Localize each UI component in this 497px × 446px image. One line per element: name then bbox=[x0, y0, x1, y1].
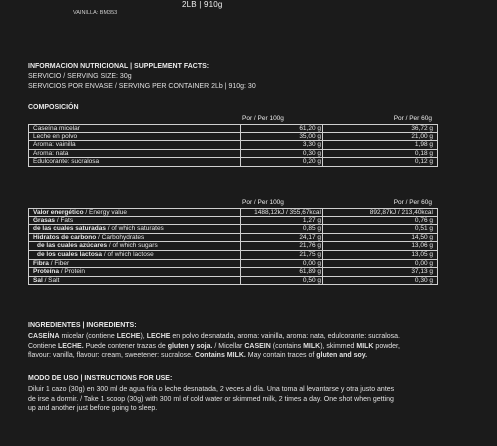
ingredients-title: INGREDIENTES | INGREDIENTS: bbox=[28, 322, 137, 329]
facts-col2-header: Por / Per 60g bbox=[393, 199, 432, 206]
row-value-60g: 0,76 g bbox=[414, 216, 433, 224]
row-label-es: Proteína bbox=[33, 268, 60, 276]
table-row bbox=[28, 242, 438, 251]
table-row bbox=[28, 251, 438, 260]
row-value-60g: 13,05 g bbox=[411, 250, 433, 258]
table-row bbox=[28, 268, 438, 277]
row-label-en: / of which lactose bbox=[102, 250, 154, 258]
ingredients-text: CASEÍNA micelar (contiene LECHE), LECHE en polvo desnatada, aroma: vainilla, aroma: nata, edulcorante: sucralosa. Contiene LECHE. Puede contener trazas de gluten y soja. / Micellar CASEIN (contains MILK), skimmed MILK powder, flavour: vanilla, flavour: cream, sweetener: sucralose. Contains MILK. May contain traces of gluten and soy. bbox=[28, 333, 401, 360]
facts-col1-header: Por / Per 100g bbox=[242, 199, 284, 206]
table-row bbox=[28, 234, 438, 243]
row-label-es: Valor energético bbox=[33, 209, 84, 216]
row-label-es: de las cuales saturadas bbox=[33, 225, 106, 233]
product-size-title: 2LB | 910g bbox=[182, 0, 223, 9]
usage-title: MODO DE USO | INSTRUCTIONS FOR USE: bbox=[28, 375, 173, 382]
usage-line: up and another just before going to sleep. bbox=[28, 405, 158, 413]
row-label-es: Grasas bbox=[33, 216, 56, 224]
table-row bbox=[28, 225, 438, 234]
row-label-en: / Fiber bbox=[48, 259, 70, 267]
row-value-100g: 0,20 g bbox=[302, 158, 321, 166]
nutrition-info-title: INFORMACION NUTRICIONAL | SUPPLEMENT FACTS: bbox=[28, 63, 210, 70]
table-row bbox=[28, 141, 438, 150]
row-label-es: Hidratos de carbono bbox=[33, 233, 97, 241]
row-value-60g: 21,00 g bbox=[411, 132, 433, 140]
row-value-60g: 0,12 g bbox=[414, 158, 433, 166]
row-value-60g: 0,51 g bbox=[414, 225, 433, 233]
row-value-100g: 24,17 g bbox=[299, 233, 321, 241]
row-value-100g: 0,50 g bbox=[302, 276, 321, 284]
row-value-60g: 37,13 g bbox=[411, 268, 433, 276]
row-value-100g: 1488,12kJ / 355,67kcal bbox=[254, 209, 321, 216]
row-value-100g: 35,00 g bbox=[299, 132, 321, 140]
row-label: Aroma: vainilla bbox=[33, 141, 76, 149]
row-value-100g: 61,20 g bbox=[299, 125, 321, 132]
row-value-60g: 0,00 g bbox=[414, 259, 433, 267]
row-label-es: de las cuales azúcares bbox=[37, 242, 108, 250]
row-value-60g: 14,50 g bbox=[411, 233, 433, 241]
row-label-en: / of which saturates bbox=[106, 225, 164, 233]
row-value-100g: 1,27 g bbox=[302, 216, 321, 224]
row-label-en: / of which sugars bbox=[107, 242, 158, 250]
usage-text bbox=[28, 385, 440, 414]
row-label-en: / Fats bbox=[55, 216, 74, 224]
composition-col1-header: Por / Per 100g bbox=[242, 115, 284, 122]
row-value-60g: 892,87kJ / 213,40kcal bbox=[369, 209, 433, 216]
table-row bbox=[28, 260, 438, 269]
row-value-100g: 61,89 g bbox=[299, 268, 321, 276]
composition-col2-header: Por / Per 60g bbox=[393, 115, 432, 122]
row-value-60g: 0,30 g bbox=[414, 276, 433, 284]
row-value-60g: 13,06 g bbox=[411, 242, 433, 250]
composition-table bbox=[28, 115, 438, 167]
row-value-100g: 0,00 g bbox=[302, 259, 321, 267]
row-label-en: / Energy value bbox=[83, 209, 127, 216]
row-label-es: Sal bbox=[33, 276, 43, 284]
table-row bbox=[28, 158, 438, 167]
row-value-100g: 21,75 g bbox=[299, 250, 321, 258]
serving-size: SERVICIO / SERVING SIZE: 30g bbox=[28, 73, 132, 80]
servings-per-container: SERVICIOS POR ENVASE / SERVING PER CONTAINER 2Lb | 910g: 30 bbox=[28, 83, 256, 90]
row-value-60g: 36,72 g bbox=[411, 125, 433, 132]
row-label: Edulcorante: sucralosa bbox=[33, 158, 100, 166]
usage-line: de irse a dormir. / Take 1 scoop (30g) with 300 ml of cold water or skimmed milk, 2 times a day. One shot when getting bbox=[28, 395, 394, 403]
row-value-60g: 1,98 g bbox=[414, 141, 433, 149]
row-value-100g: 0,85 g bbox=[302, 225, 321, 233]
table-row bbox=[28, 133, 438, 142]
row-label-en: / Carbohydrates bbox=[96, 233, 145, 241]
table-row bbox=[28, 277, 438, 286]
row-label-es: de los cuales lactosa bbox=[37, 250, 103, 258]
table-row bbox=[28, 124, 438, 133]
nutrition-facts-table bbox=[28, 199, 438, 285]
table-row bbox=[28, 208, 438, 217]
table-row bbox=[28, 150, 438, 159]
row-value-60g: 0,18 g bbox=[414, 149, 433, 157]
composition-title: COMPOSICIÓN bbox=[28, 104, 79, 111]
row-label-en: / Salt bbox=[42, 276, 60, 284]
row-label-en: / Protein bbox=[59, 268, 86, 276]
row-value-100g: 3,30 g bbox=[302, 141, 321, 149]
row-label: Caseína micelar bbox=[33, 125, 80, 132]
row-value-100g: 21,76 g bbox=[299, 242, 321, 250]
row-value-100g: 0,30 g bbox=[302, 149, 321, 157]
variant-code: VAINILLA: BM353 bbox=[73, 10, 118, 16]
row-label: Leche en polvo bbox=[33, 132, 78, 140]
row-label-es: Fibra bbox=[33, 259, 49, 267]
table-row bbox=[28, 217, 438, 226]
usage-line: Diluir 1 cazo (30g) en 300 ml de agua fría o leche desnatada, 2 veces al día. Una toma al levantarse y otra justo antes bbox=[28, 386, 395, 393]
row-label: Aroma: nata bbox=[33, 149, 69, 157]
